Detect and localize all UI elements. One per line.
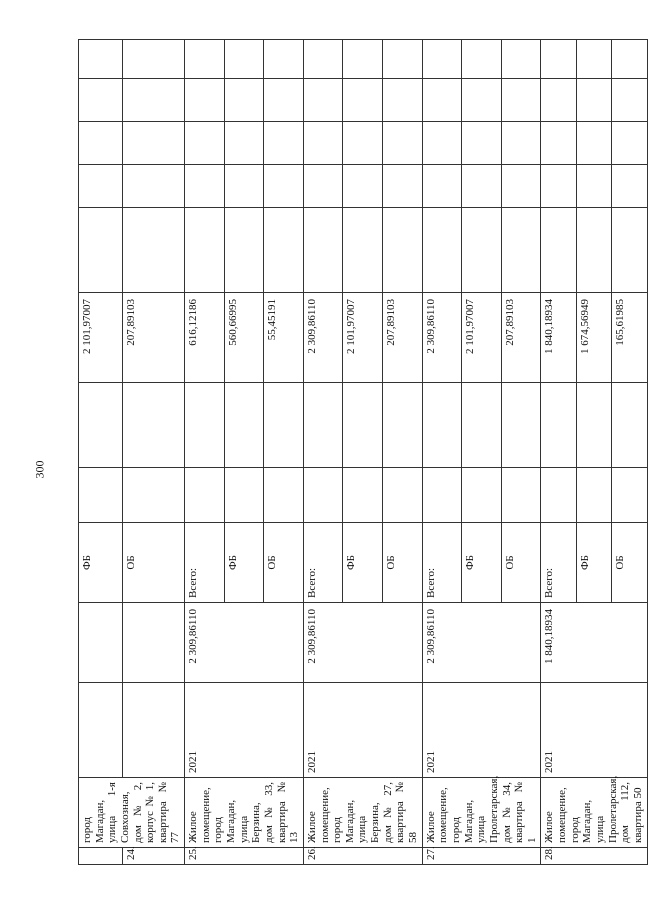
cell-empty [612, 40, 647, 79]
cell-empty [576, 79, 611, 122]
cell-empty [422, 40, 462, 79]
cell-year: 2021 [422, 683, 541, 778]
cell-empty [79, 208, 123, 293]
cell-empty [343, 40, 383, 79]
cell-empty [612, 208, 647, 293]
cell-empty [185, 208, 225, 293]
cell-empty [185, 79, 225, 122]
cell-empty [612, 383, 647, 468]
table-row [541, 40, 576, 865]
cell-value: 2 101,97007 [343, 293, 383, 383]
cell-empty [383, 468, 423, 523]
cell-source: ОБ [264, 523, 304, 603]
cell-empty [383, 122, 423, 165]
cell-empty [383, 383, 423, 468]
cell-name: Жилое помещение, город Магадан, улица Пролетарская, дом № 34, квартира № 1 [422, 778, 541, 848]
cell-empty [383, 208, 423, 293]
cell-source: ФБ [462, 523, 502, 603]
cell-empty [264, 122, 304, 165]
cell-amount [122, 603, 184, 683]
cell-empty [422, 468, 462, 523]
cell-empty [422, 208, 462, 293]
cell-name: Жилое помещение, город Магадан, улица Пролетарская, дом 112, квартира 50 [541, 778, 647, 848]
cell-empty [422, 165, 462, 208]
cell-year: 2021 [303, 683, 422, 778]
cell-empty [462, 383, 502, 468]
cell-empty [224, 79, 264, 122]
cell-empty [224, 165, 264, 208]
cell-empty [185, 165, 225, 208]
cell-empty [541, 40, 576, 79]
cell-num: 28. [541, 848, 647, 865]
cell-num: 27. [422, 848, 541, 865]
cell-amount: 2 309,86110 [422, 603, 541, 683]
cell-value: 1 840,18934 [541, 293, 576, 383]
cell-empty [264, 468, 304, 523]
cell-empty [576, 383, 611, 468]
cell-empty [185, 122, 225, 165]
cell-value: 560,66995 [224, 293, 264, 383]
cell-empty [422, 79, 462, 122]
cell-source: ФБ [576, 523, 611, 603]
cell-source: ОБ [612, 523, 647, 603]
cell-empty [612, 122, 647, 165]
cell-empty [383, 165, 423, 208]
cell-empty [79, 79, 123, 122]
cell-value: 2 309,86110 [303, 293, 343, 383]
cell-empty [303, 122, 343, 165]
cell-num: 25. [185, 848, 304, 865]
cell-value: 55,45191 [264, 293, 304, 383]
cell-year [122, 683, 184, 778]
cell-empty [224, 383, 264, 468]
cell-num: 26. [303, 848, 422, 865]
cell-source: ОБ [383, 523, 423, 603]
cell-empty [122, 40, 184, 79]
cell-empty [541, 468, 576, 523]
cell-empty [303, 383, 343, 468]
table-row [122, 40, 184, 865]
cell-empty [612, 468, 647, 523]
cell-source: ОБ [122, 523, 184, 603]
cell-name: Жилое помещение, город Магадан, улица Берзина, дом № 27, квартира № 58 [303, 778, 422, 848]
cell-value: 207,89103 [383, 293, 423, 383]
cell-source: Всего: [422, 523, 462, 603]
cell-value: 207,89103 [122, 293, 184, 383]
cell-empty [462, 208, 502, 293]
cell-empty [576, 468, 611, 523]
cell-value: 2 101,97007 [462, 293, 502, 383]
cell-empty [576, 165, 611, 208]
cell-source: ОБ [501, 523, 541, 603]
cell-empty [122, 165, 184, 208]
cell-value: 207,89103 [501, 293, 541, 383]
cell-empty [79, 165, 123, 208]
cell-empty [501, 165, 541, 208]
cell-empty [122, 208, 184, 293]
cell-empty [501, 208, 541, 293]
cell-empty [343, 383, 383, 468]
cell-empty [501, 122, 541, 165]
cell-value: 1 674,56949 [576, 293, 611, 383]
cell-empty [343, 165, 383, 208]
cell-empty [224, 208, 264, 293]
table-row [422, 40, 462, 865]
cell-year: 2021 [541, 683, 647, 778]
cell-empty [303, 165, 343, 208]
cell-empty [185, 40, 225, 79]
table-row [303, 40, 343, 865]
cell-empty [422, 122, 462, 165]
cell-source: Всего: [185, 523, 225, 603]
cell-empty [576, 208, 611, 293]
cell-empty [576, 40, 611, 79]
cell-empty [224, 40, 264, 79]
cell-amount: 2 309,86110 [303, 603, 422, 683]
page-number: 300 [32, 460, 47, 479]
cell-source: ФБ [224, 523, 264, 603]
cell-empty [264, 383, 304, 468]
cell-empty [79, 468, 123, 523]
cell-empty [264, 40, 304, 79]
cell-empty [79, 40, 123, 79]
cell-empty [541, 208, 576, 293]
cell-source: Всего: [303, 523, 343, 603]
cell-empty [343, 208, 383, 293]
cell-empty [541, 383, 576, 468]
cell-empty [303, 79, 343, 122]
cell-year: 2021 [185, 683, 304, 778]
cell-empty [122, 468, 184, 523]
cell-empty [79, 122, 123, 165]
cell-empty [501, 40, 541, 79]
cell-empty [343, 79, 383, 122]
cell-empty [462, 165, 502, 208]
cell-amount: 2 309,86110 [185, 603, 304, 683]
cell-empty [383, 79, 423, 122]
cell-num [79, 848, 123, 865]
cell-value: 2 101,97007 [79, 293, 123, 383]
cell-empty [541, 165, 576, 208]
cell-empty [343, 468, 383, 523]
cell-empty [462, 40, 502, 79]
cell-empty [576, 122, 611, 165]
cell-name: Жилое помещение, город Магадан, улица Берзина, дом № 33, квартира № 13 [185, 778, 304, 848]
cell-empty [303, 208, 343, 293]
document-table-container [78, 40, 644, 865]
cell-empty [264, 79, 304, 122]
cell-empty [185, 468, 225, 523]
cell-empty [224, 468, 264, 523]
cell-empty [383, 40, 423, 79]
cell-empty [612, 165, 647, 208]
cell-empty [264, 165, 304, 208]
cell-empty [122, 383, 184, 468]
cell-empty [462, 122, 502, 165]
cell-empty [79, 383, 123, 468]
cell-value: 616,12186 [185, 293, 225, 383]
cell-empty [224, 122, 264, 165]
cell-source: ФБ [79, 523, 123, 603]
cell-empty [343, 122, 383, 165]
cell-empty [612, 79, 647, 122]
cell-empty [303, 40, 343, 79]
cell-empty [501, 79, 541, 122]
cell-empty [462, 468, 502, 523]
cell-empty [122, 79, 184, 122]
cell-empty [501, 468, 541, 523]
cell-value: 2 309,86110 [422, 293, 462, 383]
cell-amount [79, 603, 123, 683]
cell-empty [501, 383, 541, 468]
budget-table [78, 39, 648, 865]
cell-amount: 1 840,18934 [541, 603, 647, 683]
cell-year [79, 683, 123, 778]
cell-num: 24. [122, 848, 184, 865]
table-row [185, 40, 225, 865]
cell-empty [122, 122, 184, 165]
cell-empty [541, 79, 576, 122]
cell-value: 165,61985 [612, 293, 647, 383]
cell-empty [462, 79, 502, 122]
cell-empty [541, 122, 576, 165]
cell-source: ФБ [343, 523, 383, 603]
cell-source: Всего: [541, 523, 576, 603]
cell-empty [264, 208, 304, 293]
cell-empty [185, 383, 225, 468]
cell-empty [422, 383, 462, 468]
rotated-table-frame [78, 40, 644, 865]
table-row [79, 40, 123, 865]
cell-name: город Магадан, улица 1-я Совхозная, дом № 2, корпус № 1, квартира № 77 [79, 778, 185, 848]
cell-empty [303, 468, 343, 523]
